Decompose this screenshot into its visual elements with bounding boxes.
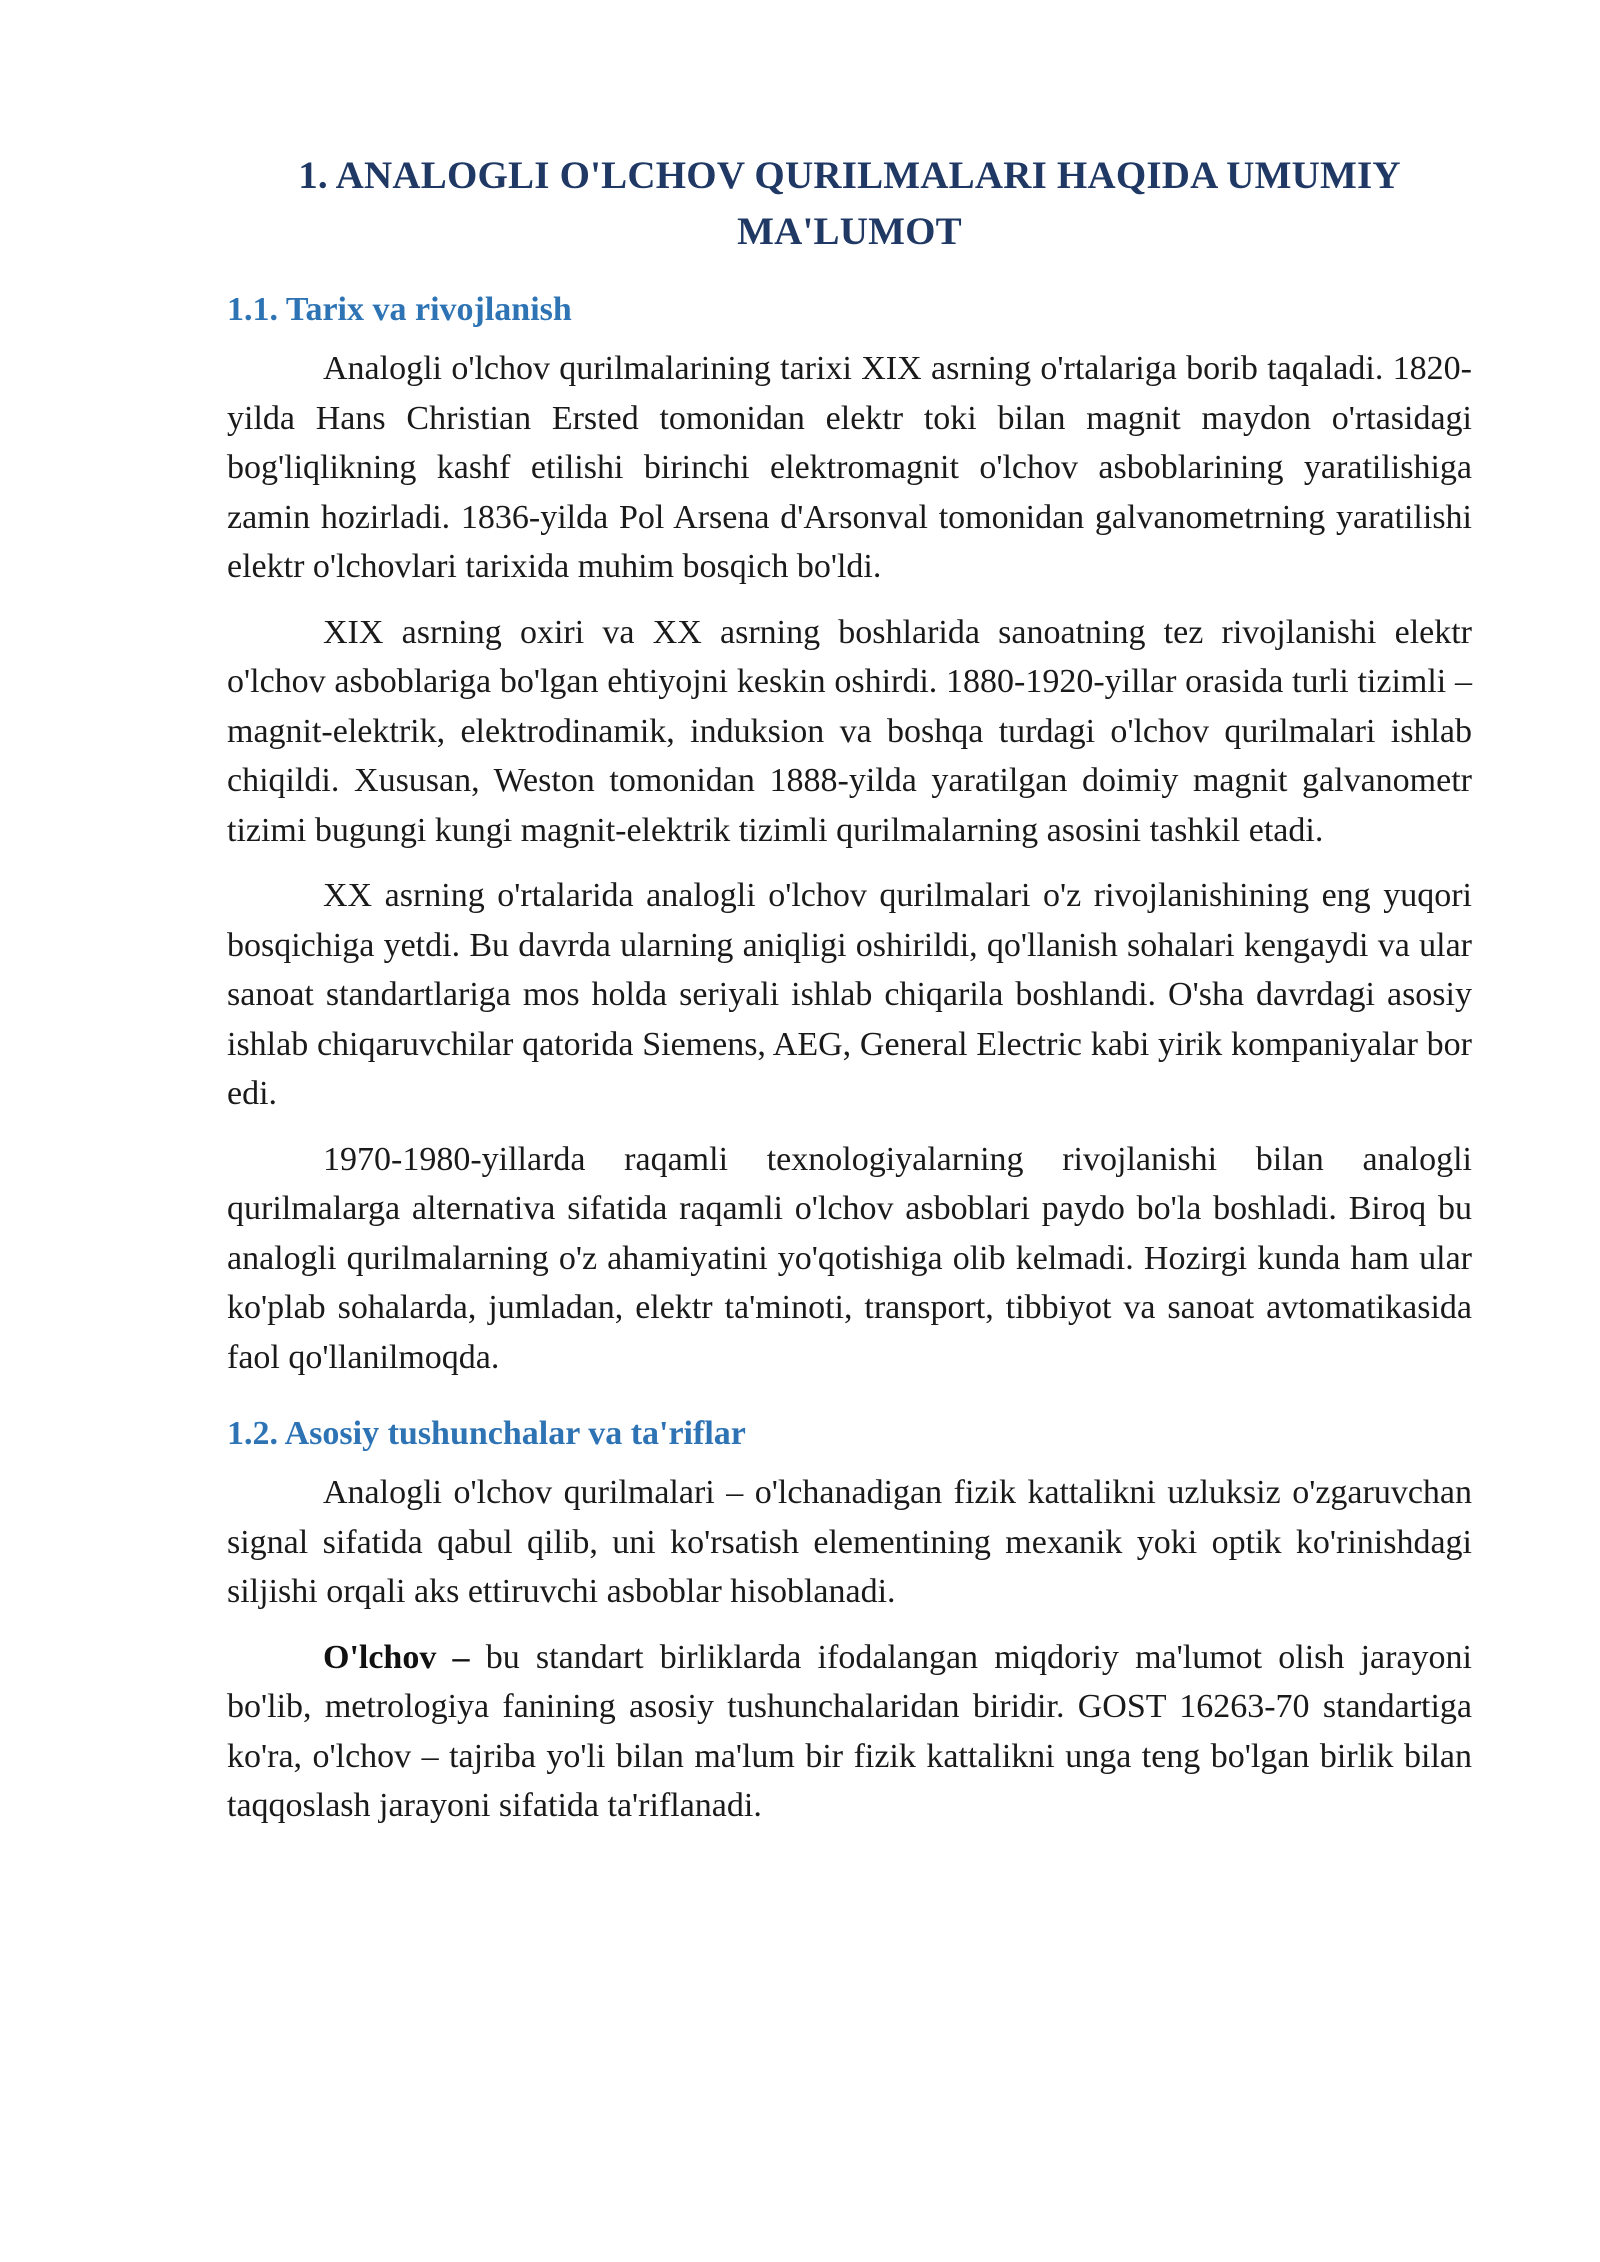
section-heading-concepts: 1.2. Asosiy tushunchalar va ta'riflar: [227, 1415, 746, 1452]
page-title: 1. ANALOGLI O'LCHOV QURILMALARI HAQIDA UMUMIY MA'LUMOT: [298, 154, 1401, 253]
paragraph-history-2: XIX asrning oxiri va XX asrning boshlarida sanoatning tez rivojlanishi elektr o'lchov asboblariga bo'lgan ehtiyojni keskin oshirdi. 1880-1920-yillar orasida turli tizimli – magnit-elektrik, elektrodinamik, induksion va boshqa turdagi o'lchov qurilmalari ishlab chiqildi. Xususan, Weston tomonidan 1888-yilda yaratilgan doimiy magnit galvanometr tizimi bugungi kungi magnit-elektrik tizimli qurilmalarning asosini tashkil etadi.: [227, 613, 1472, 849]
section-heading-history: 1.1. Tarix va rivojlanish: [227, 291, 572, 328]
definition-term: O'lchov –: [323, 1638, 470, 1676]
paragraph-history-3: XX asrning o'rtalarida analogli o'lchov qurilmalari o'z rivojlanishining eng yuqori bosqichiga yetdi. Bu davrda ularning aniqligi oshirildi, qo'llanish sohalari kengaydi va ular sanoat standartlariga mos holda seriyali ishlab chiqarila boshlandi. O'sha davrdagi asosiy ishlab chiqaruvchilar qatorida Siemens, AEG, General Electric kabi yirik kompaniyalar bor edi.: [227, 877, 1472, 1112]
page-content: [227, 148, 1472, 1847]
paragraph-history-1: Analogli o'lchov qurilmalarining tarixi XIX asrning o'rtalariga borib taqaladi. 1820-yilda Hans Christian Ersted tomonidan elektr toki bilan magnit maydon o'rtasidagi bog'liqlikning kashf etilishi birinchi elektromagnit o'lchov asboblarining yaratilishiga zamin hozirladi. 1836-yilda Pol Arsena d'Arsonval tomonidan galvanometrning yaratilishi elektr o'lchovlari tarixida muhim bosqich bo'ldi.: [227, 350, 1472, 585]
definition-text: bu standart birliklarda ifodalangan miqdoriy ma'lumot olish jarayoni bo'lib, metrologiya fanining asosiy tushunchalaridan biridir. GOST 16263-70 standartiga ko'ra, o'lchov – tajriba yo'li bilan ma'lum bir fizik kattalikni unga teng bo'lgan birlik bilan taqqoslash jarayoni sifatida ta'riflanadi.: [227, 1638, 1472, 1824]
paragraph-concepts-1: Analogli o'lchov qurilmalari – o'lchanadigan fizik kattalikni uzluksiz o'zgaruvchan signal sifatida qabul qilib, uni ko'rsatish elementining mexanik yoki optik ko'rinishdagi siljishi orqali aks ettiruvchi asboblar hisoblanadi.: [227, 1474, 1472, 1610]
paragraph-definition: [227, 1633, 1472, 1831]
paragraph-history-4: 1970-1980-yillarda raqamli texnologiyalarning rivojlanishi bilan analogli qurilmalarga alternativa sifatida raqamli o'lchov asboblari paydo bo'la boshladi. Biroq bu analogli qurilmalarning o'z ahamiyatini yo'qotishiga olib kelmadi. Hozirgi kunda ham ular ko'plab sohalarda, jumladan, elektr ta'minoti, transport, tibbiyot va sanoat avtomatikasida faol qo'llanilmoqda.: [227, 1140, 1472, 1376]
